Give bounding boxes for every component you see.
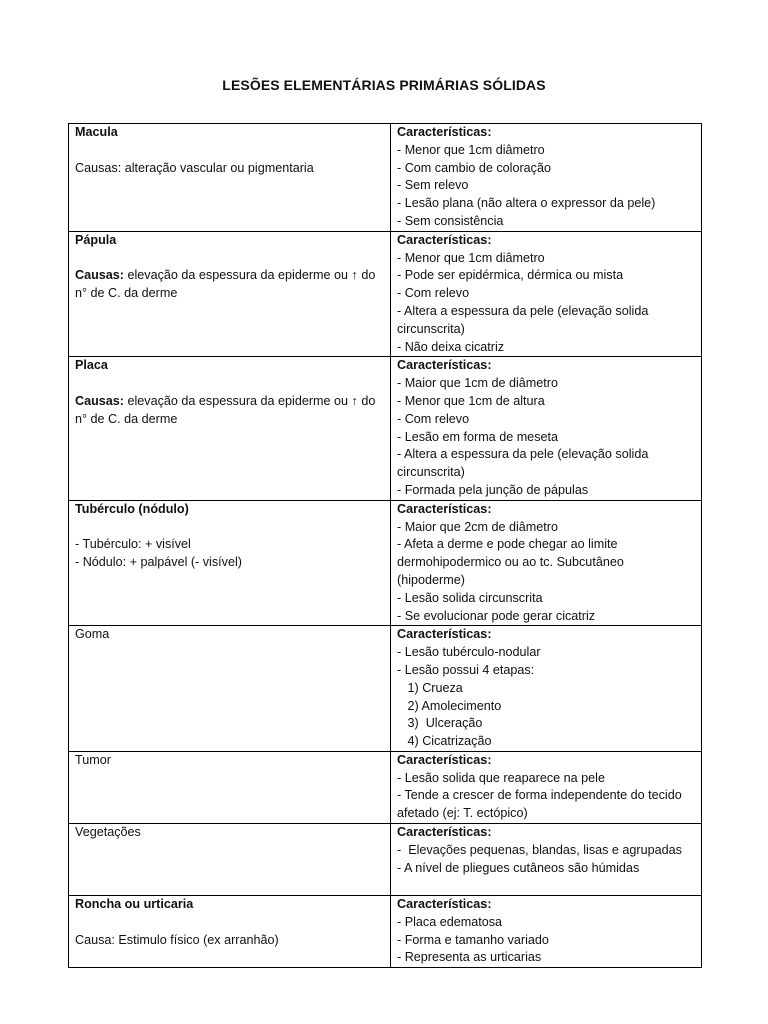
lesion-cause: Causas: elevação da espessura da epiderme ou ↑ do n° de C. da derme xyxy=(75,268,376,301)
characteristic-item: - Menor que 1cm diâmetro xyxy=(397,142,545,157)
lesion-name: Vegetações xyxy=(75,825,141,840)
characteristics-label: Características: xyxy=(397,897,492,912)
table-row xyxy=(69,124,702,232)
lesion-name: Roncha ou urticaria xyxy=(75,897,194,912)
lesion-cell xyxy=(69,626,391,752)
lesion-cell xyxy=(69,357,391,500)
characteristics-cell xyxy=(391,500,702,626)
characteristic-item: - Pode ser epidérmica, dérmica ou mista xyxy=(397,268,624,283)
characteristic-item: - Menor que 1cm diâmetro xyxy=(397,250,545,265)
characteristic-item: - Maior que 1cm de diâmetro xyxy=(397,376,558,391)
characteristic-item: - Lesão solida que reaparece na pele xyxy=(397,770,605,785)
characteristic-item: - Não deixa cicatriz xyxy=(397,339,505,354)
stage-item: 3) Ulceração xyxy=(397,716,483,731)
lesion-cell xyxy=(69,231,391,357)
characteristics-cell xyxy=(391,357,702,500)
characteristic-item: - Com relevo xyxy=(397,286,470,301)
characteristic-item: - Lesão plana (não altera o expressor da pele) xyxy=(397,196,656,211)
lesion-cell xyxy=(69,824,391,896)
characteristics-cell xyxy=(391,626,702,752)
lesion-name: Macula xyxy=(75,125,118,139)
table-row xyxy=(69,500,702,626)
characteristic-item: - Menor que 1cm de altura xyxy=(397,393,545,408)
characteristics-cell xyxy=(391,751,702,823)
lesion-cell xyxy=(69,500,391,626)
characteristics-label: Características: xyxy=(397,825,492,840)
characteristic-item: - Formada pela junção de pápulas xyxy=(397,482,589,497)
characteristic-item: - Afeta a derme e pode chegar ao limite dermohipodermico ou ao tc. Subcutâneo (hipoderme) xyxy=(397,537,624,587)
characteristics-label: Características: xyxy=(397,125,492,139)
characteristics-cell xyxy=(391,824,702,896)
characteristic-item: - Lesão em forma de meseta xyxy=(397,429,558,444)
characteristic-item: - Lesão solida circunscrita xyxy=(397,590,543,605)
characteristic-item: - Lesão possui 4 etapas: xyxy=(397,662,535,677)
characteristic-item: - Placa edematosa xyxy=(397,914,503,929)
table-row xyxy=(69,626,702,752)
lesion-name: Pápula xyxy=(75,232,117,247)
characteristics-cell xyxy=(391,124,702,232)
page-title: LESÕES ELEMENTÁRIAS PRIMÁRIAS SÓLIDAS xyxy=(222,77,546,93)
characteristics-label: Características: xyxy=(397,358,492,373)
characteristics-label: Características: xyxy=(397,232,492,247)
characteristic-item: - Forma e tamanho variado xyxy=(397,932,549,947)
lesion-cell xyxy=(69,896,391,968)
characteristic-item: - Maior que 2cm de diâmetro xyxy=(397,519,558,534)
characteristic-item: - Tende a crescer de forma independente do tecido afetado (ej: T. ectópico) xyxy=(397,788,682,821)
lesion-cause: Causas: elevação da espessura da epiderme ou ↑ do n° de C. da derme xyxy=(75,393,376,426)
table-row xyxy=(69,231,702,357)
characteristics-cell xyxy=(391,231,702,357)
lesion-name: Tumor xyxy=(75,752,111,767)
lesion-cell xyxy=(69,124,391,232)
characteristics-label: Características: xyxy=(397,627,492,642)
lesions-table xyxy=(68,123,702,968)
table-row xyxy=(69,824,702,896)
characteristic-item: - Sem relevo xyxy=(397,178,469,193)
stage-item: 1) Crueza xyxy=(397,680,463,695)
characteristic-item: - Sem consistência xyxy=(397,213,504,228)
characteristic-item: - A nível de pliegues cutâneos são húmidas xyxy=(397,860,640,875)
lesion-cause: Causa: Estimulo físico (ex arranhão) xyxy=(75,932,279,947)
lesion-subtype: - Nódulo: + palpável (- visível) xyxy=(75,555,242,570)
lesion-cause: Causas: alteração vascular ou pigmentaria xyxy=(75,160,314,175)
table-row xyxy=(69,357,702,500)
characteristics-label: Características: xyxy=(397,501,492,516)
characteristic-item: - Representa as urticarias xyxy=(397,950,542,965)
characteristics-label: Características: xyxy=(397,752,492,767)
table-row xyxy=(69,751,702,823)
lesion-subtype: - Tubérculo: + visível xyxy=(75,537,191,552)
table-row xyxy=(69,896,702,968)
lesion-name: Tubérculo (nódulo) xyxy=(75,501,189,516)
characteristic-item: - Altera a espessura da pele (elevação solida circunscrita) xyxy=(397,447,649,480)
stage-item: 2) Amolecimento xyxy=(397,698,502,713)
lesion-cell xyxy=(69,751,391,823)
characteristics-cell xyxy=(391,896,702,968)
characteristic-item: - Com cambio de coloração xyxy=(397,160,551,175)
characteristic-item: - Se evolucionar pode gerar cicatriz xyxy=(397,608,596,623)
characteristic-item: - Elevações pequenas, blandas, lisas e agrupadas xyxy=(397,842,682,857)
lesion-name: Goma xyxy=(75,627,110,642)
characteristic-item: - Altera a espessura da pele (elevação solida circunscrita) xyxy=(397,303,649,336)
stage-item: 4) Cicatrização xyxy=(397,734,492,749)
characteristic-item: - Lesão tubérculo-nodular xyxy=(397,645,541,660)
lesion-name: Placa xyxy=(75,358,108,373)
characteristic-item: - Com relevo xyxy=(397,411,470,426)
